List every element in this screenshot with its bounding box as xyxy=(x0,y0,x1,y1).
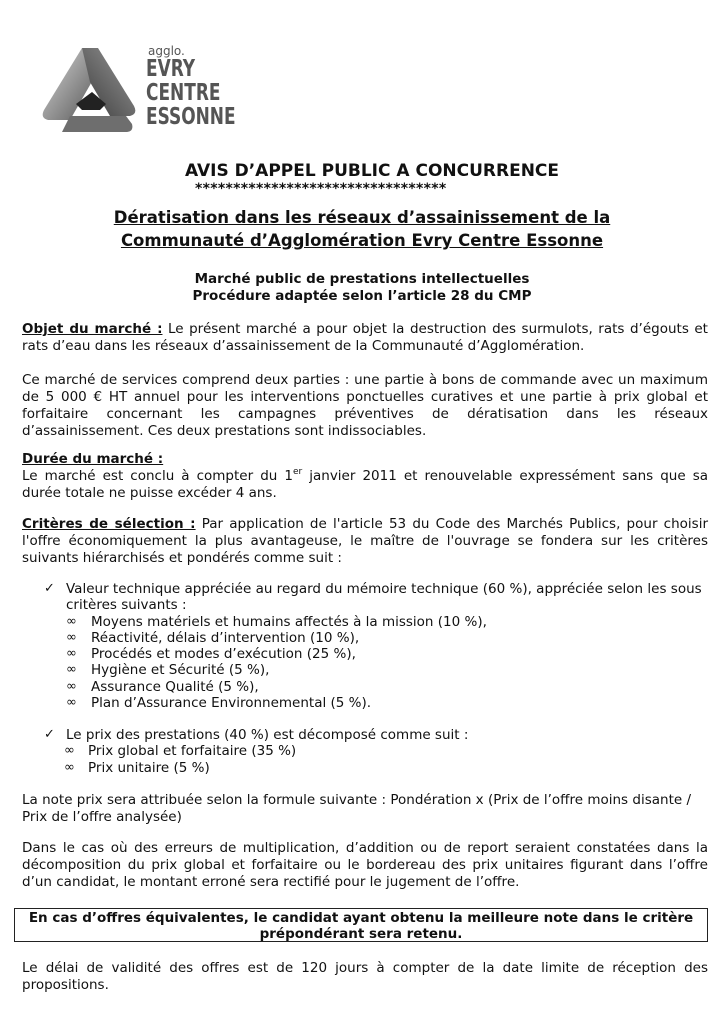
infinity-bullet-icon: ∞ xyxy=(66,613,77,629)
logo-mark-icon xyxy=(40,44,140,136)
logo-agglo-text: agglo. xyxy=(148,44,185,58)
sub-criterion: Assurance Qualité (5 %), xyxy=(91,678,259,695)
check-icon: ✓ xyxy=(44,581,55,596)
list-item xyxy=(46,727,710,743)
contract-subject-line1: Dératisation dans les réseaux d’assainissement de la xyxy=(113,208,611,227)
list-item xyxy=(46,630,710,646)
objet-label: Objet du marché : xyxy=(22,321,163,337)
objet-text: Le présent marché a pour objet la destruction des surmulots, rats d’égouts et rats d’eau dans les réseaux d’assainissement de la Communauté d’Agglomération. xyxy=(22,321,708,354)
contract-type-line1: Marché public de prestations intellectuelles xyxy=(194,271,530,287)
list-item xyxy=(46,679,710,695)
title-separator-stars: ********************************* xyxy=(195,181,447,197)
notice-title: AVIS D’APPEL PUBLIC A CONCURRENCE xyxy=(184,161,560,181)
contract-type xyxy=(0,271,724,305)
list-item xyxy=(46,646,710,662)
sub-criterion: Procédés et modes d’exécution (25 %), xyxy=(91,646,356,663)
sub-criterion: Réactivité, délais d’intervention (10 %), xyxy=(91,629,360,646)
contract-type-line2: Procédure adaptée selon l’article 28 du CMP xyxy=(192,288,532,304)
duree-text-start: Le marché est conclu à compter du 1 xyxy=(22,468,293,484)
criteres-paragraph xyxy=(22,516,708,567)
infinity-bullet-icon: ∞ xyxy=(64,743,75,759)
logo-line-evry: EVRY xyxy=(146,56,196,82)
infinity-bullet-icon: ∞ xyxy=(66,629,77,645)
list-item xyxy=(46,581,710,614)
prix-criterion: Prix unitaire (5 %) xyxy=(88,759,210,776)
contract-subject-line2: Communauté d’Agglomération Evry Centre Essonne xyxy=(120,231,604,250)
logo-line-centre: CENTRE xyxy=(146,80,221,106)
note-prix-paragraph: La note prix sera attribuée selon la formule suivante : Pondération x (Prix de l’offre moins disante / Prix de l’offre analysée) xyxy=(22,792,692,825)
agglo-logo xyxy=(40,44,260,136)
infinity-bullet-icon: ∞ xyxy=(64,759,75,775)
objet-paragraph xyxy=(22,321,708,355)
valeur-line1: Valeur technique appréciée au regard du mémoire technique (60 %), appréciée selon les sous xyxy=(66,581,702,597)
valeur-technique-list xyxy=(46,581,710,711)
list-item xyxy=(46,760,710,776)
logo-line-essonne: ESSONNE xyxy=(146,104,236,130)
tie-break-line2: prépondérant sera retenu. xyxy=(259,926,463,942)
criteres-text: Par application de l'article 53 du Code des Marchés Publics, pour choisir l'offre économiquement la plus avantageuse, le maître de l'ouvrage se fondera sur les critères suivants hiérarchisés et pondérés comme suit : xyxy=(22,516,708,566)
criteres-label: Critères de sélection : xyxy=(22,516,196,532)
erreurs-paragraph: Dans le cas où des erreurs de multiplication, d’addition ou de report seraient constatées dans la décomposition du prix global et forfaitaire ou le bordereau des prix unitaires figurant dans l’offre d’un candidat, le montant erroné sera rectifié pour le jugement de l’offre. xyxy=(22,840,708,890)
prix-line1: Le prix des prestations (40 %) est décomposé comme suit : xyxy=(66,727,469,743)
duree-sup: er xyxy=(292,467,303,477)
list-item xyxy=(46,743,710,759)
tie-break-line1: En cas d’offres équivalentes, le candidat ayant obtenu la meilleure note dans le critère xyxy=(28,910,694,926)
list-item xyxy=(46,662,710,678)
sub-criterion: Plan d’Assurance Environnemental (5 %). xyxy=(91,695,372,712)
sub-criterion: Hygiène et Sécurité (5 %), xyxy=(91,662,270,679)
infinity-bullet-icon: ∞ xyxy=(66,662,77,678)
duree-label: Durée du marché : xyxy=(22,451,164,467)
valeur-line2: critères suivants : xyxy=(66,597,187,614)
prix-list xyxy=(46,727,710,776)
duree-text-end: janvier 2011 et renouvelable expressément sans que sa durée totale ne puisse excéder 4 ans. xyxy=(22,468,708,501)
prix-criterion: Prix global et forfaitaire (35 %) xyxy=(88,743,297,760)
check-icon: ✓ xyxy=(44,727,55,742)
contract-subject xyxy=(0,206,724,252)
duree-paragraph xyxy=(22,451,708,502)
list-item xyxy=(46,614,710,630)
list-item xyxy=(46,695,710,711)
infinity-bullet-icon: ∞ xyxy=(66,678,77,694)
sub-criterion: Moyens matériels et humains affectés à la mission (10 %), xyxy=(91,613,487,630)
services-paragraph: Ce marché de services comprend deux parties : une partie à bons de commande avec un maximum de 5 000 € HT annuel pour les interventions ponctuelles curatives et une partie à prix global et forfaitaire concernant les campagnes préventives de dératisation dans les réseaux d’assainissement. Ces deux prestations sont indissociables. xyxy=(22,372,708,439)
validite-paragraph: Le délai de validité des offres est de 120 jours à compter de la date limite de réception des propositions. xyxy=(22,960,708,993)
infinity-bullet-icon: ∞ xyxy=(66,646,77,662)
tie-break-box xyxy=(14,908,708,942)
infinity-bullet-icon: ∞ xyxy=(66,695,77,711)
